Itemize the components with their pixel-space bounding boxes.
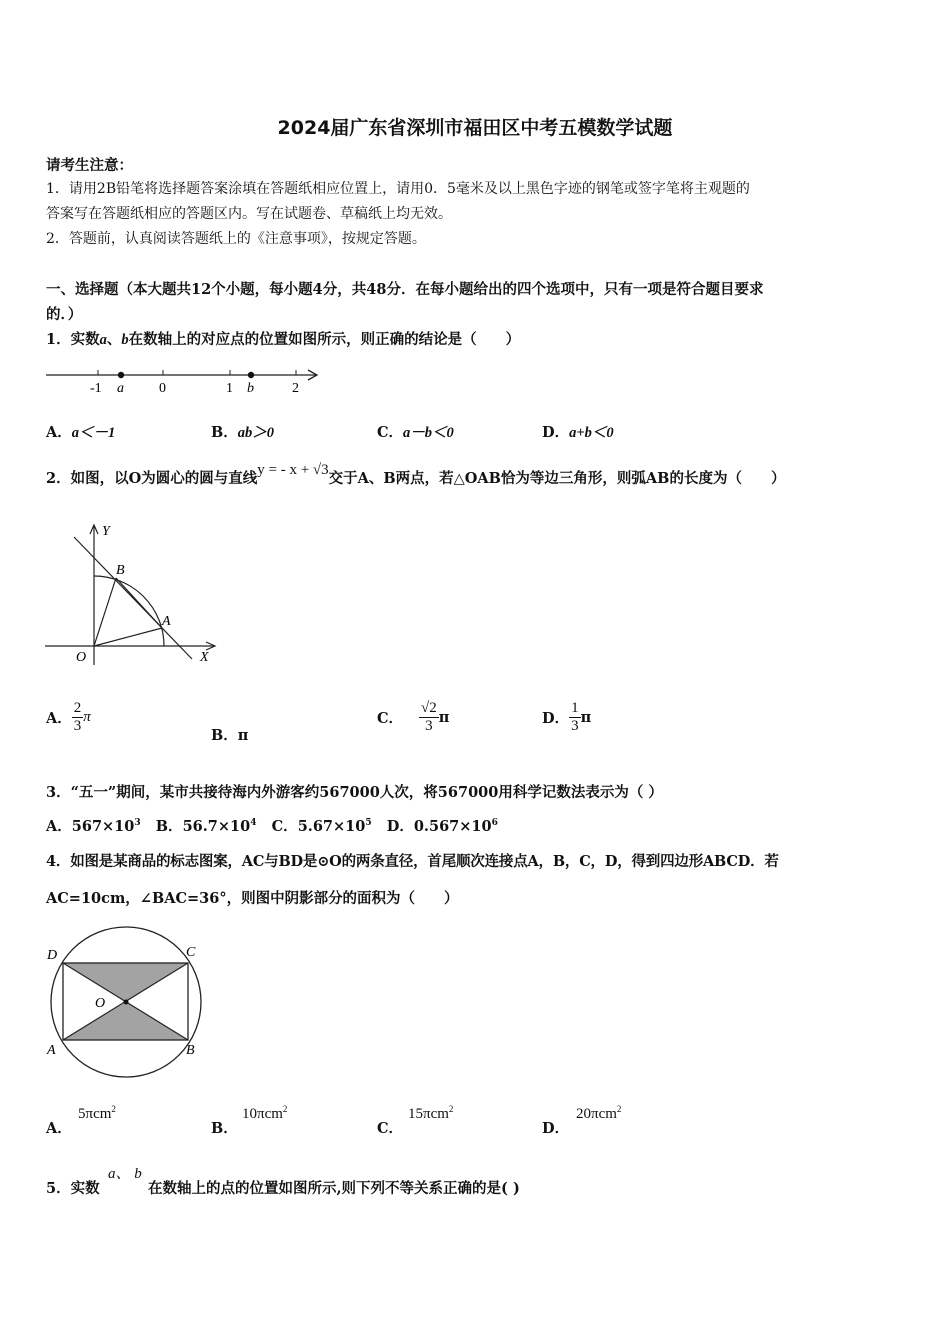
- page-title: 2024届广东省深圳市福田区中考五模数学试题: [277, 117, 673, 139]
- option-base: 10πcm: [242, 1106, 283, 1122]
- option-letter: D．: [542, 1120, 570, 1137]
- notice-heading: 请考生注意：: [46, 157, 133, 174]
- option-exponent: 2: [448, 1104, 454, 1114]
- option-base: 5πcm: [78, 1106, 112, 1122]
- q4-option-c-value: [408, 1104, 453, 1123]
- option-letter: D．: [542, 710, 570, 727]
- q1-option-a[interactable]: [46, 421, 115, 442]
- q1-number-line: [40, 360, 330, 400]
- q1-stem-a: 1．实数: [46, 331, 100, 348]
- q3-stem: 3．“五一”期间，某市共接待海内外游客约567000人次，将567000用科学记数法表示为（ ）: [46, 784, 663, 801]
- option-expr: a－b＜0: [403, 425, 454, 441]
- q1-stem: [46, 328, 520, 349]
- q1-stem-b: 在数轴上的对应点的位置如图所示，则正确的结论是（ ）: [128, 331, 521, 348]
- option-letter: B．: [211, 424, 238, 441]
- q5-stem-a: 5．实数: [46, 1180, 100, 1197]
- option-letter: C．: [377, 1120, 404, 1137]
- q1-option-b[interactable]: [211, 421, 274, 442]
- fraction-denominator: 3: [425, 718, 433, 734]
- option-letter: B．: [155, 818, 183, 835]
- fraction: [72, 700, 84, 735]
- q2-label-o: O: [76, 650, 87, 665]
- q2-option-b[interactable]: [211, 724, 248, 745]
- q4-stem-b: AC=10cm，∠BAC=36°，则图中阴影部分的面积为（ ）: [46, 890, 459, 907]
- q4-option-b[interactable]: [211, 1117, 238, 1138]
- q4-option-a-value: [78, 1104, 116, 1123]
- q1-sep: 、: [106, 331, 122, 348]
- q4-shaded-bottom: [63, 1002, 188, 1040]
- q4-label-o: O: [95, 996, 106, 1011]
- q2-label-b: B: [116, 563, 125, 578]
- notice-line-2: 2．答题前，认真阅读答题纸上的《注意事项》，按规定答题。: [46, 231, 426, 247]
- option-base: 0.567×10: [413, 818, 492, 835]
- q3-option-d[interactable]: [387, 818, 498, 835]
- fraction-denominator: 3: [73, 718, 82, 734]
- option-exponent: 6: [491, 818, 498, 829]
- notice-line-1b: 答案写在答题纸相应的答题区内。写在试题卷、草稿纸上均无效。: [46, 206, 452, 222]
- q4-label-b: B: [186, 1043, 195, 1058]
- option-letter: C．: [271, 818, 298, 835]
- fraction-numerator: √2: [421, 700, 437, 716]
- option-exponent: 2: [282, 1104, 288, 1114]
- q4-option-b-value: [242, 1104, 287, 1123]
- q2-stem-a: 2．如图，以O为圆心的圆与直线: [46, 470, 258, 487]
- notice-line-1a: 1．请用2B铅笔将选择题答案涂填在答题纸相应位置上，请用0．5毫米及以上黑色字迹的钢笔或签字笔将主观题的: [46, 181, 750, 197]
- q2-label-x: X: [200, 650, 209, 665]
- q1-var-a: a: [99, 332, 107, 348]
- q2-option-c[interactable]: [377, 700, 449, 735]
- q1-point-a: [118, 372, 124, 378]
- q2-option-d[interactable]: [542, 700, 591, 735]
- q3-option-a[interactable]: [46, 818, 141, 835]
- option-letter: C．: [377, 424, 404, 441]
- option-exponent: 4: [250, 818, 257, 829]
- q4-option-a[interactable]: [46, 1117, 72, 1138]
- option-letter: C．: [377, 710, 404, 727]
- option-letter: D．: [386, 818, 414, 835]
- option-exponent: 5: [365, 818, 372, 829]
- q2-label-y: Y: [102, 524, 110, 539]
- q5-stem-b: 在数轴上的点的位置如图所示,则下列不等关系正确的是( ): [148, 1180, 520, 1197]
- q4-option-c[interactable]: [377, 1117, 403, 1138]
- fraction-denominator: 3: [571, 718, 579, 734]
- fraction-numerator: 1: [571, 700, 579, 716]
- option-letter: A．: [46, 1120, 72, 1137]
- q2-label-a: A: [162, 614, 171, 629]
- q3-option-b[interactable]: [156, 818, 257, 835]
- q1-tick-label: a: [117, 381, 124, 396]
- option-letter: D．: [542, 424, 570, 441]
- q1-var-b: b: [121, 332, 129, 348]
- q2-line-equation: y = - x + √3: [257, 462, 329, 478]
- option-base: 567×10: [71, 818, 135, 835]
- section-heading-b: 的．）: [46, 306, 83, 323]
- q1-tick-label: b: [247, 381, 254, 396]
- q4-figure: [40, 925, 215, 1085]
- q1-tick-label: 0: [159, 381, 166, 396]
- q2-option-a[interactable]: [46, 700, 91, 735]
- option-base: 56.7×10: [182, 818, 251, 835]
- option-letter: A．: [46, 424, 72, 441]
- option-exponent: 2: [616, 1104, 622, 1114]
- fraction: [569, 700, 581, 735]
- option-expr: a+b＜0: [569, 425, 614, 441]
- option-letter: A．: [46, 818, 72, 835]
- q1-tick-label: 2: [292, 381, 299, 396]
- option-exponent: 3: [134, 818, 141, 829]
- option-letter: B．: [211, 1120, 238, 1137]
- q4-label-a: A: [47, 1043, 56, 1058]
- q1-tick-label: 1: [226, 381, 233, 396]
- q1-point-b: [248, 372, 254, 378]
- option-expr: ab＞0: [237, 425, 275, 441]
- q4-label-d: D: [47, 948, 58, 963]
- q5-vars: a、 b: [108, 1166, 142, 1182]
- option-exponent: 2: [111, 1104, 116, 1114]
- q1-tick-label: -1: [90, 381, 102, 396]
- option-base: 15πcm: [408, 1106, 449, 1122]
- option-pi: π: [237, 727, 249, 744]
- option-base: 20πcm: [576, 1106, 617, 1122]
- option-pi: π: [580, 709, 592, 726]
- option-pi: π: [83, 709, 91, 725]
- q2-stem-b: 交于A、B两点，若△OAB恰为等边三角形，则弧AB的长度为（ ）: [328, 470, 786, 487]
- q3-option-c[interactable]: [272, 818, 372, 835]
- option-letter: A．: [46, 710, 72, 727]
- q3-options: [46, 815, 498, 836]
- q4-option-d[interactable]: [542, 1117, 569, 1138]
- q1-option-d[interactable]: [542, 421, 614, 442]
- option-pi: π: [438, 709, 450, 726]
- option-expr: a＜－1: [71, 425, 116, 441]
- fraction-numerator: 2: [73, 700, 82, 716]
- section-heading-a: 一、选择题（本大题共12个小题，每小题4分，共48分．在每小题给出的四个选项中，只有一项是符合题目要求: [46, 281, 764, 298]
- option-base: 5.67×10: [297, 818, 366, 835]
- q4-option-d-value: [576, 1104, 621, 1123]
- q4-shaded-top: [63, 963, 188, 1002]
- q2-figure: [40, 515, 230, 675]
- q4-stem-a: 4．如图是某商品的标志图案，AC与BD是⊙O的两条直径，首尾顺次连接点A，B，C，D，得到四边形ABCD．若: [46, 853, 779, 870]
- fraction: [419, 700, 439, 735]
- option-letter: B．: [211, 727, 238, 744]
- q4-label-c: C: [186, 945, 196, 960]
- q1-option-c[interactable]: [377, 421, 454, 442]
- q2-stem: [46, 462, 786, 488]
